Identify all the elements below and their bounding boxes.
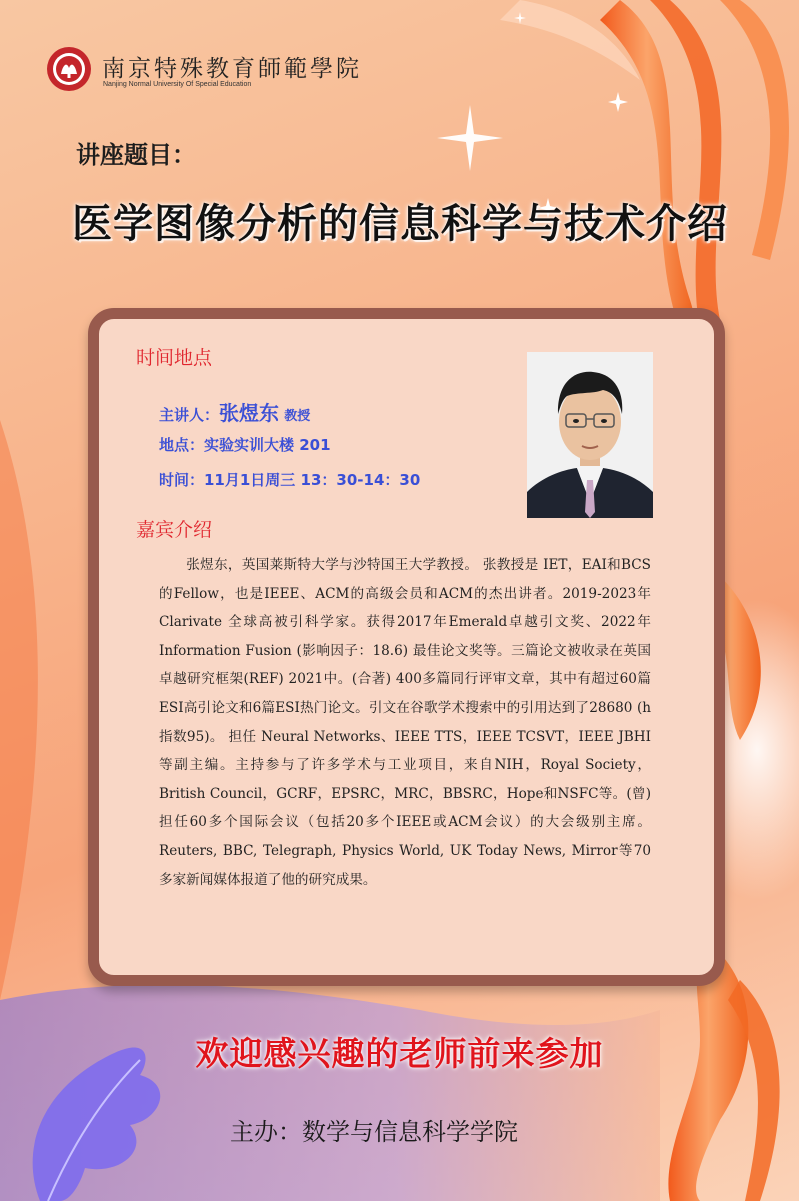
location-line: 地点：实验实训大楼 201 — [159, 436, 331, 454]
lecture-title: 医学图像分析的信息科学与技术介绍 — [72, 201, 728, 247]
topic-label: 讲座题目： — [76, 141, 196, 169]
info-card — [88, 308, 725, 986]
speaker-photo — [527, 352, 653, 518]
time-place-heading: 时间地点 — [136, 347, 213, 369]
university-name-en: Nanjing Normal University Of Special Education — [103, 81, 252, 88]
university-logo — [46, 46, 92, 92]
speaker-line — [159, 397, 310, 426]
speaker-title: 教授 — [284, 409, 311, 424]
speaker-label: 主讲人： — [159, 406, 220, 424]
time-line: 时间：11月1日周三 13：30-14：30 — [159, 471, 421, 489]
welcome-banner: 欢迎感兴趣的老师前来参加 — [195, 1034, 604, 1073]
speaker-name: 张煜东 — [219, 401, 280, 425]
guest-heading: 嘉宾介绍 — [136, 519, 213, 541]
organizer: 主办：数学与信息科学学院 — [230, 1118, 518, 1146]
university-name-cn: 南京特殊教育師範學院 — [102, 56, 362, 82]
guest-bio: 张煜东，英国莱斯特大学与沙特国王大学教授。 张教授是 IET，EAI和BCS的Fellow，也是IEEE、ACM的高级会员和ACM的杰出讲者。2019-2023年Clarivate 全球高被引科学家。获得2017年Emerald卓越引文奖、2022年Information Fusion (影响因子：18.6) 最佳论文奖等。三篇论文被收录在英国卓越研究框架(REF) 2021中。(合著) 400多篇同行评审文章，其中有超过60篇ESI高引论文和6篇ESI热门论文。引文在谷歌学术搜索中的引用达到了28680 (h指数95)。 担任 Neural Networks、IEEE TTS，IEEE TCSVT，IEEE JBHI等副主编。主持参与了许多学术与工业项目，来自NIH，Royal Society，British Council，GCRF，EPSRC，MRC，BBSRC，Hope和NSFC等。(曾)担任60多个国际会议（包括20多个IEEE或ACM会议）的大会级别主席。Reuters, BBC, Telegraph, Physics World, UK Today News, Mirror等70多家新闻媒体报道了他的研究成果。 — [159, 557, 651, 888]
